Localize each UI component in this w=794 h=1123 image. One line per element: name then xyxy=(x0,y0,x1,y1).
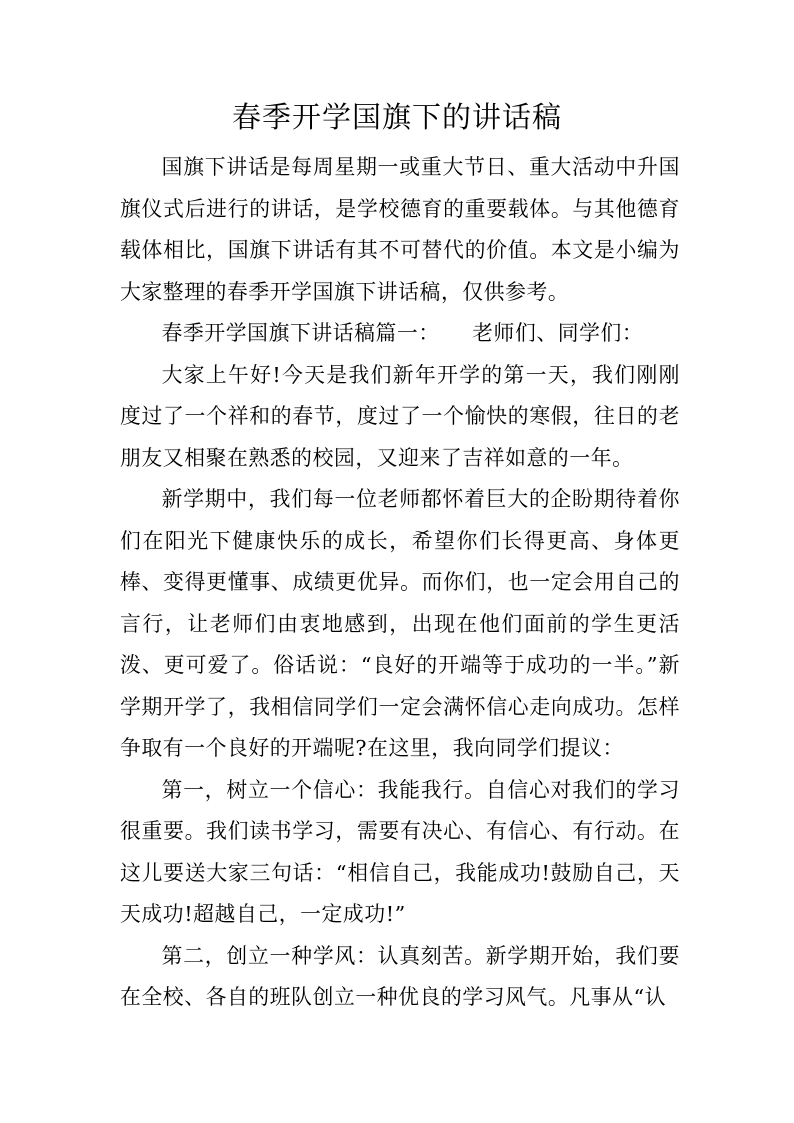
paragraph-new-semester: 新学期中，我们每一位老师都怀着巨大的企盼期待着你们在阳光下健康快乐的成长，希望你们长得更高、身体更棒、变得更懂事、成绩更优异。而你们，也一定会用自己的言行，让老师们由衷地感到，出现在他们面前的学生更活泼、更可爱了。俗话说：“良好的开端等于成功的一半。”新学期开学了，我相信同学们一定会满怀信心走向成功。怎样争取有一个良好的开端呢?在这里，我向同学们提议： xyxy=(120,487,680,760)
paragraph-point-two: 第二，创立一种学风：认真刻苦。新学期开始，我们要在全校、各自的班队创立一种优良的学习风气。凡事从“认 xyxy=(120,943,680,1009)
document-body xyxy=(120,147,680,1019)
paragraph-greeting: 大家上午好!今天是我们新年开学的第一天，我们刚刚度过了一个祥和的春节，度过了一个愉快的寒假，往日的老朋友又相聚在熟悉的校园，又迎来了吉祥如意的一年。 xyxy=(120,362,680,470)
paragraph-intro: 国旗下讲话是每周星期一或重大节日、重大活动中升国旗仪式后进行的讲话，是学校德育的重要载体。与其他德育载体相比，国旗下讲话有其不可替代的价值。本文是小编为大家整理的春季开学国旗下讲话稿，仅供参考。 xyxy=(120,155,680,304)
paragraph-point-one: 第一，树立一个信心：我能我行。自信心对我们的学习很重要。我们读书学习，需要有决心、有信心、有行动。在这儿要送大家三句话：“相信自己，我能成功!鼓励自己，天天成功!超越自己，一定成功!” xyxy=(120,777,680,926)
document-title: 春季开学国旗下的讲话稿 xyxy=(231,100,562,134)
paragraph-salutation: 春季开学国旗下讲话稿篇一： 老师们、同学们： xyxy=(161,321,644,345)
